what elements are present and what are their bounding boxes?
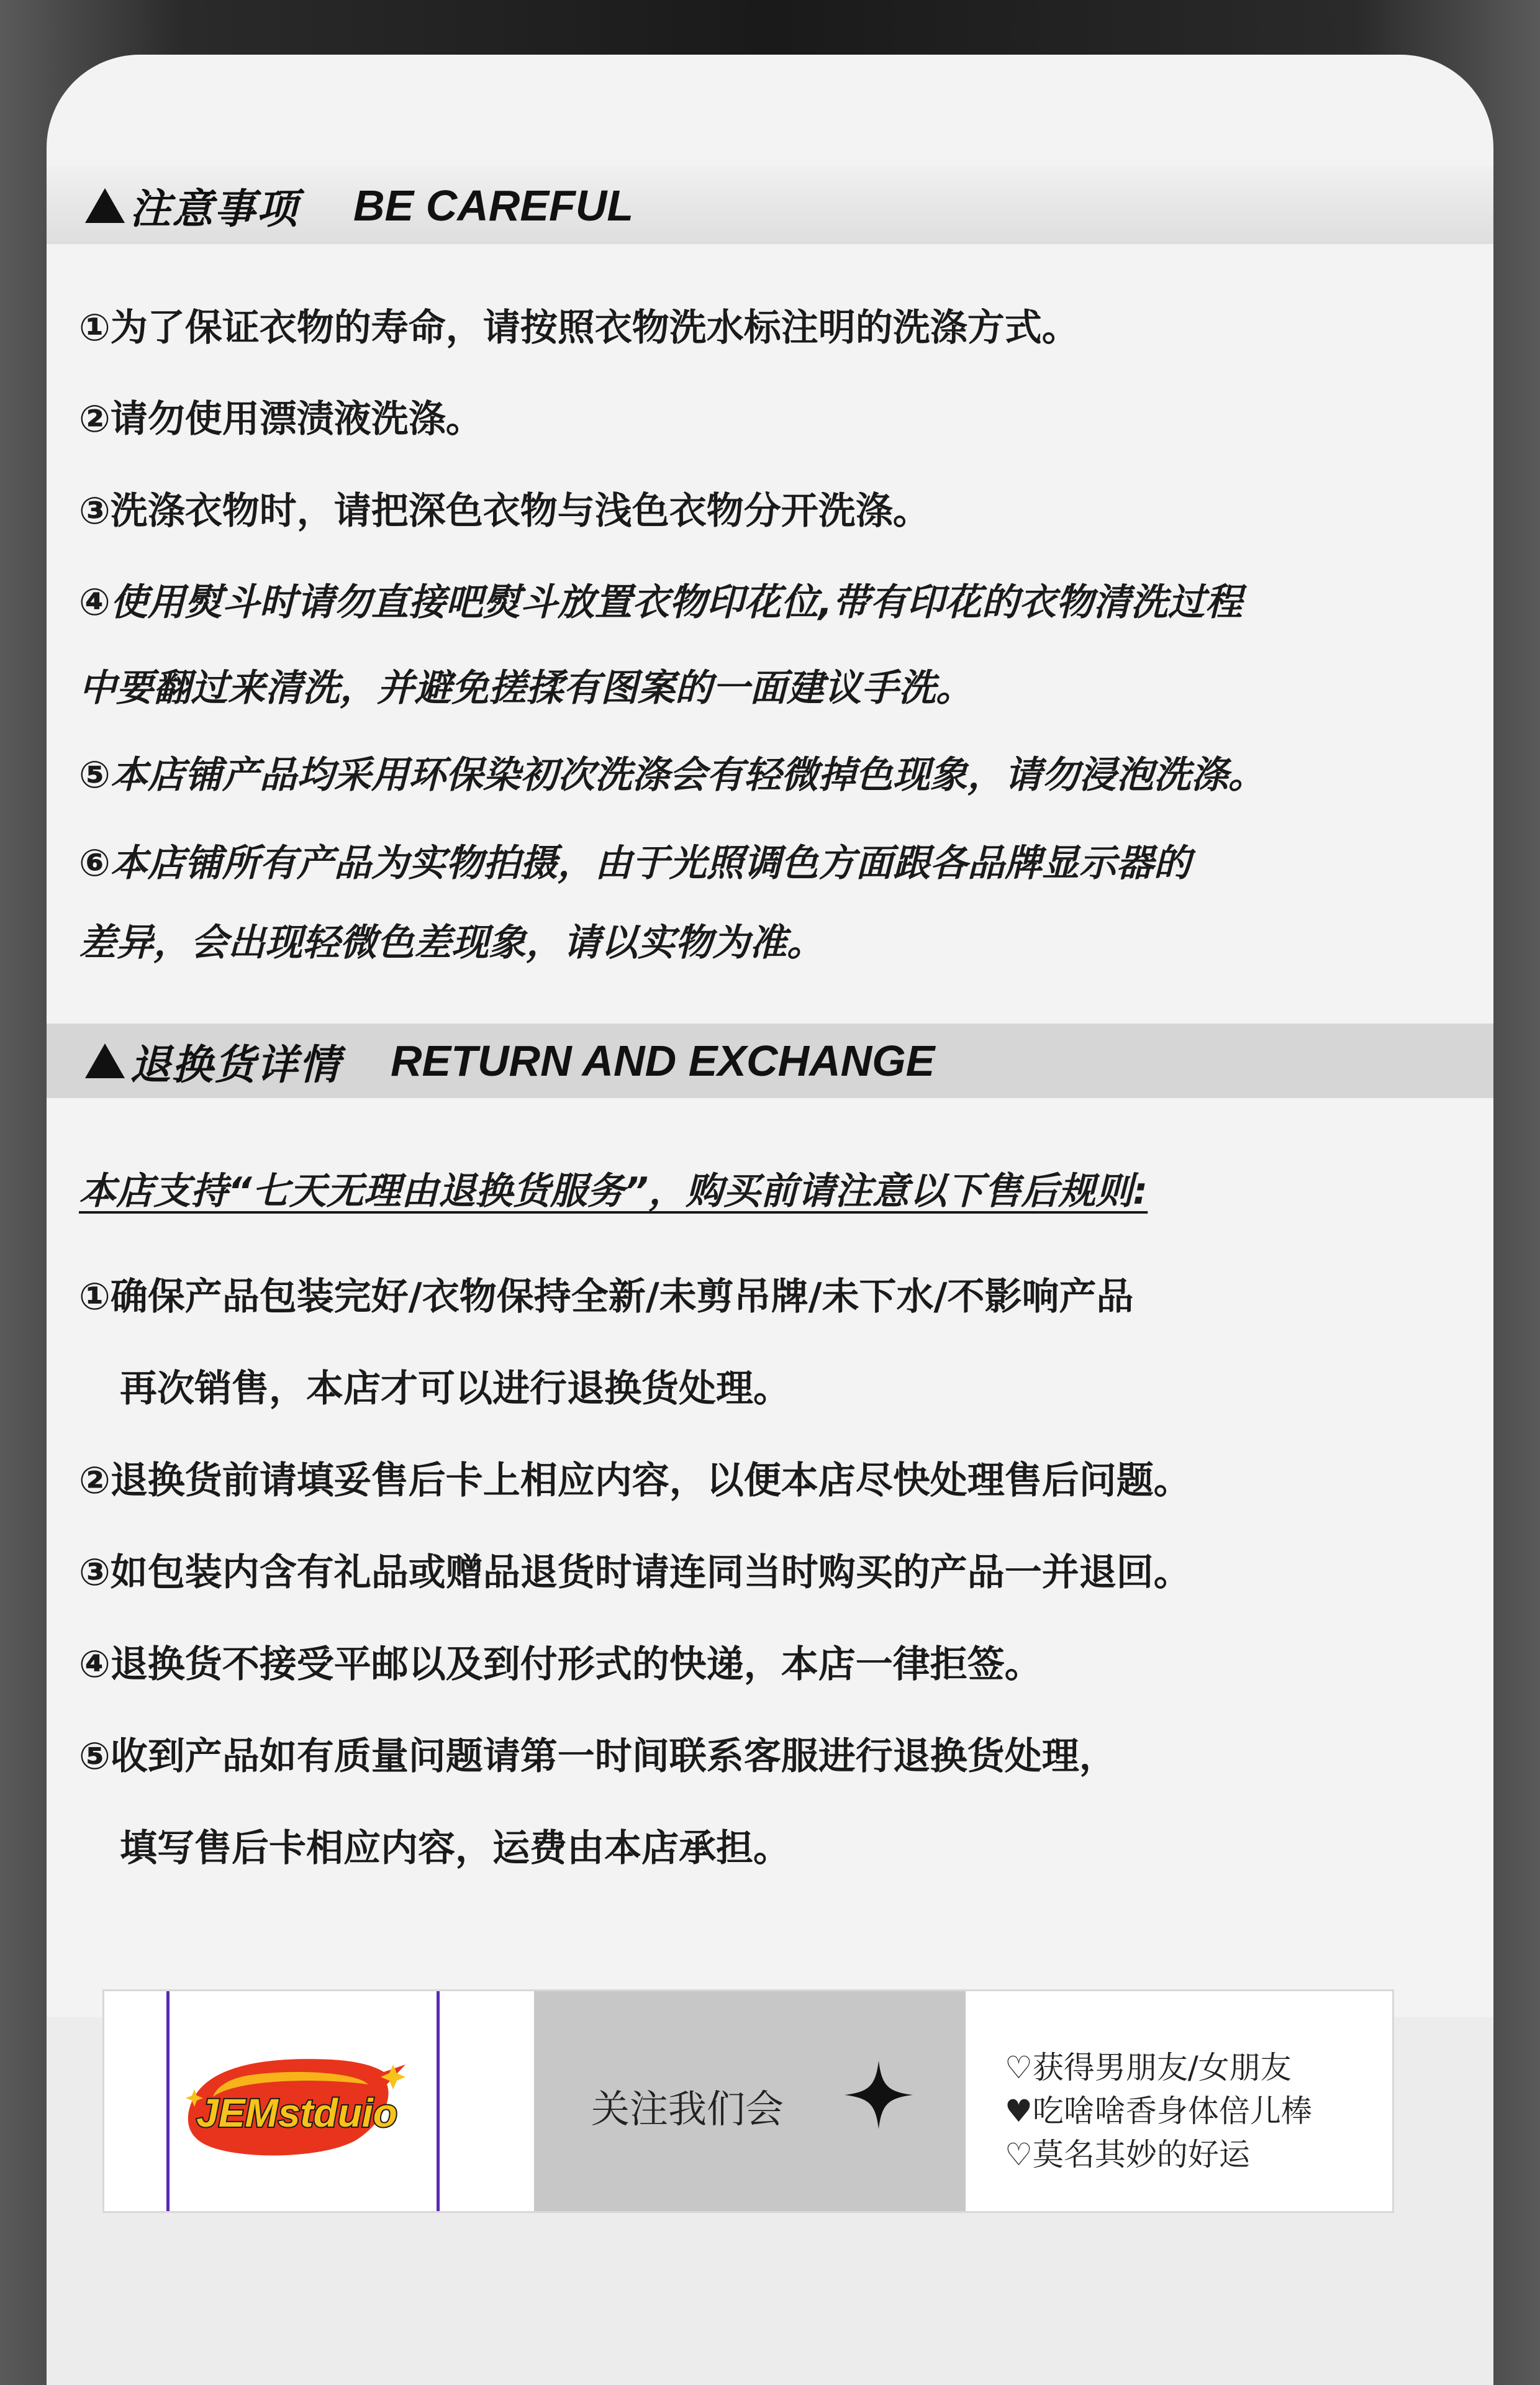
follow-text: 关注我们会 xyxy=(591,2086,784,2132)
brand-logo-graphic xyxy=(170,1991,437,2211)
triangle-icon xyxy=(85,188,125,223)
returns-line: ③如包装内含有礼品或赠品退货时请连同当时购买的产品一并退回。 xyxy=(79,1551,1191,1594)
care-line: ⑥本店铺所有产品为实物拍摄，由于光照调色方面跟各品牌显示器的 xyxy=(79,842,1191,885)
triangle-icon xyxy=(85,1043,125,1078)
returns-title-cn: 退换货详情 xyxy=(130,1040,341,1089)
perk-item: ♡获得男朋友/女朋友 xyxy=(1005,2050,1292,2086)
brand-logo xyxy=(166,1991,440,2211)
returns-section-header xyxy=(47,1024,1493,1098)
page-card xyxy=(47,55,1493,2385)
returns-policy-notice: 本店支持“七天无理由退换货服务”，购买前请注意以下售后规则: xyxy=(79,1170,1148,1213)
perk-item: ♡莫名其妙的好运 xyxy=(1005,2137,1250,2173)
care-line: ②请勿使用漂渍液洗涤。 xyxy=(79,398,483,441)
follow-banner xyxy=(102,1989,1394,2213)
care-line: ⑤本店铺产品均采用环保染初次洗涤会有轻微掉色现象，请勿浸泡洗涤。 xyxy=(79,753,1266,797)
returns-line: ④退换货不接受平邮以及到付形式的快递，本店一律拒签。 xyxy=(79,1643,1042,1686)
brand-logo-text: JEMstduio xyxy=(196,2091,397,2135)
care-line: 中要翻过来清洗，并避免搓揉有图案的一面建议手洗。 xyxy=(79,666,973,710)
perks-list xyxy=(1005,2046,1312,2176)
care-section-header xyxy=(47,166,1493,244)
returns-line: 再次销售，本店才可以进行退换货处理。 xyxy=(120,1367,790,1411)
care-line: 差异，会出现轻微色差现象，请以实物为准。 xyxy=(79,921,824,965)
follow-panel xyxy=(534,1991,966,2211)
care-line: ③洗涤衣物时，请把深色衣物与浅色衣物分开洗涤。 xyxy=(79,489,930,533)
perk-item: ♥吃啥啥香身体倍儿棒 xyxy=(1005,2093,1312,2129)
care-title-cn: 注意事项 xyxy=(130,185,299,233)
returns-line: ⑤收到产品如有质量问题请第一时间联系客服进行退换货处理， xyxy=(79,1735,1116,1778)
care-line: ④使用熨斗时请勿直接吧熨斗放置衣物印花位,带有印花的衣物清洗过程 xyxy=(79,581,1243,624)
care-line: ①为了保证衣物的寿命，请按照衣物洗水标注明的洗涤方式。 xyxy=(79,306,1079,350)
returns-line: ①确保产品包装完好/衣物保持全新/未剪吊牌/未下水/不影响产品 xyxy=(79,1275,1134,1319)
returns-title-en: RETURN AND EXCHANGE xyxy=(391,1037,935,1085)
returns-line: 填写售后卡相应内容，运费由本店承担。 xyxy=(120,1827,790,1870)
sparkle-icon xyxy=(845,2061,913,2129)
returns-line: ②退换货前请填妥售后卡上相应内容，以便本店尽快处理售后问题。 xyxy=(79,1459,1191,1502)
care-title-en: BE CAREFUL xyxy=(353,181,634,230)
